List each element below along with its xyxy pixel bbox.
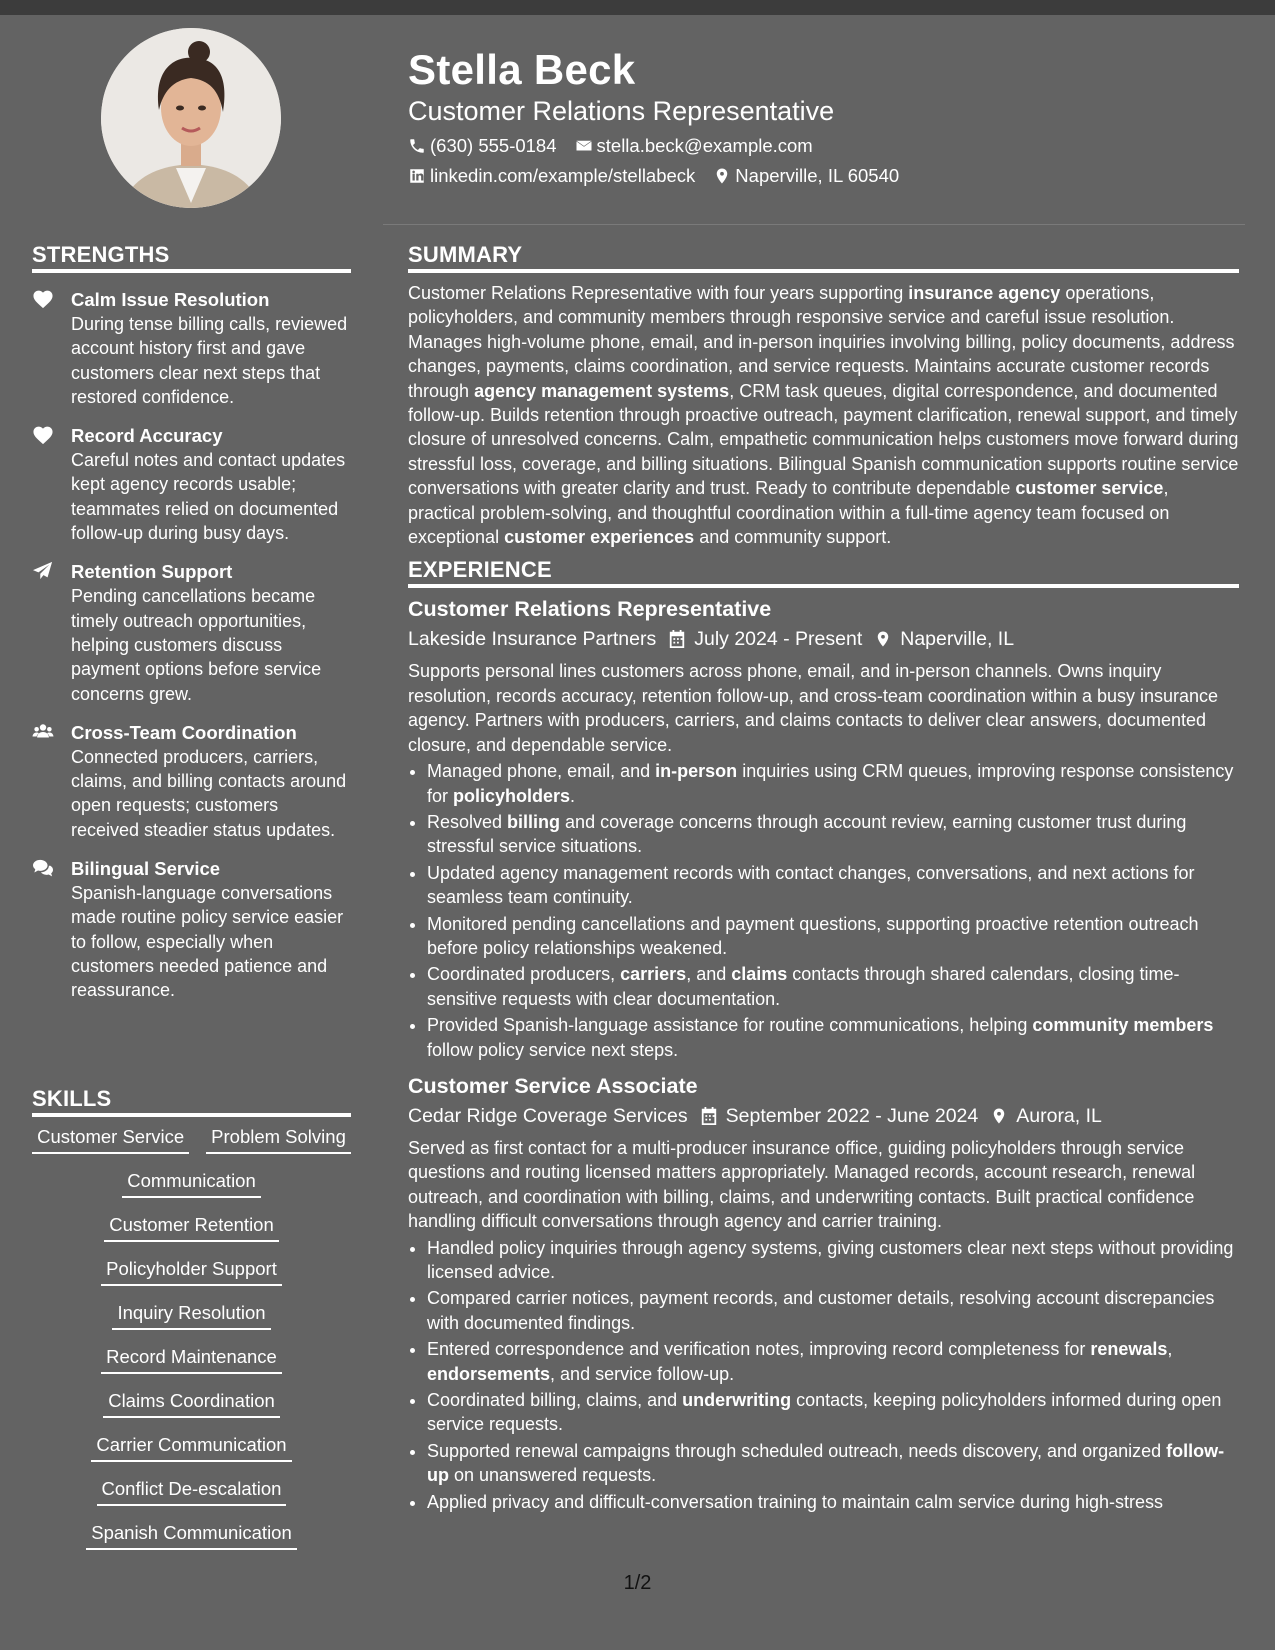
job-bullets: [408, 759, 1239, 1062]
job-company: Lakeside Insurance Partners: [408, 628, 657, 651]
job-location-text: Naperville, IL: [900, 628, 1015, 651]
phone-text: (630) 555-0184: [430, 135, 557, 156]
calendar-icon: [668, 629, 686, 649]
job-bullets: [408, 1236, 1239, 1514]
candidate-name: Stella Beck: [408, 46, 636, 93]
heart-icon: [32, 425, 54, 445]
heart-icon: [32, 289, 54, 309]
strength-item: [32, 857, 351, 1002]
chat-bubbles-icon: [32, 858, 54, 878]
linkedin-text: linkedin.com/example/stellabeck: [430, 165, 696, 186]
bold-keyword: carriers: [620, 964, 687, 985]
job-bullet: • Supported renewal campaigns through scheduled outreach, needs discovery, and organized follow-up on unanswered requests.: [427, 1439, 1239, 1488]
strength-item: [32, 721, 351, 842]
map-pin-icon: [713, 167, 731, 185]
top-bar: [0, 0, 1275, 15]
job-bullet: • Managed phone, email, and in-person inquiries using CRM queues, improving response consistency for policyholders.: [427, 759, 1239, 808]
bold-keyword: policyholders: [453, 785, 571, 806]
bold-keyword: follow-up: [427, 1440, 1225, 1486]
profile-photo: [101, 28, 281, 208]
skills-heading: SKILLS: [32, 1086, 351, 1117]
bold-keyword: agency management systems: [474, 380, 730, 401]
linkedin-contact[interactable]: [408, 164, 695, 188]
skill-tag: Record Maintenance: [101, 1345, 282, 1374]
strength-title: Cross-Team Coordination: [71, 721, 297, 743]
skill-tag: Carrier Communication: [91, 1433, 291, 1462]
bold-keyword: billing: [507, 811, 561, 832]
job-bullet: • Applied privacy and difficult-conversation training to maintain calm service during high-stress: [427, 1490, 1239, 1514]
strengths-heading: STRENGTHS: [32, 242, 351, 273]
job-bullet: • Handled policy inquiries through agency systems, giving customers clear next steps without providing licensed advice.: [427, 1236, 1239, 1285]
bold-keyword: community members: [1032, 1015, 1214, 1036]
job-location-text: Aurora, IL: [1016, 1104, 1102, 1127]
map-pin-icon: [990, 1106, 1008, 1126]
email-contact[interactable]: [575, 134, 813, 158]
skill-tag: Conflict De-escalation: [97, 1477, 287, 1506]
skill-tag: Problem Solving: [206, 1125, 351, 1154]
skill-tag: Claims Coordination: [103, 1389, 280, 1418]
strength-item: [32, 424, 351, 545]
strengths-section: [32, 242, 351, 1003]
calendar-icon: [700, 1106, 718, 1126]
bold-keyword: in-person: [655, 761, 738, 782]
resume-header: [408, 44, 1238, 188]
bold-keyword: insurance agency: [908, 283, 1061, 303]
experience-heading: EXPERIENCE: [408, 557, 1239, 588]
skill-tag: Inquiry Resolution: [112, 1301, 270, 1330]
location-text: Naperville, IL 60540: [735, 165, 900, 186]
job-location: [990, 1102, 1102, 1130]
job-description: Served as first contact for a multi-producer insurance office, guiding policyholders through service questions and routing licensed matters appropriately. Managed records, account research, renewal outreach, and coordination with billing, claims, and underwriting contacts. Built practical confidence handling difficult conversations through agency and carrier training.: [408, 1137, 1196, 1232]
skills-list: [32, 1125, 351, 1565]
location-contact: [713, 164, 899, 188]
strength-title: Calm Issue Resolution: [71, 289, 270, 310]
job-bullet: • Updated agency management records with contact changes, conversations, and next actions for seamless team continuity.: [427, 861, 1239, 910]
job-bullet: • Coordinated producers, carriers, and claims contacts through shared calendars, closing time-sensitive requests with clear documentation.: [427, 962, 1239, 1011]
phone-contact: [408, 134, 557, 158]
job-bullet: • Monitored pending cancellations and payment questions, supporting proactive retention outreach before policy relationships weakened.: [427, 912, 1239, 961]
job-description: Supports personal lines customers across phone, email, and in-person channels. Owns inquiry resolution, records accuracy, retention follow-up, and cross-team coordination within a busy insurance agency. Partners with producers, carriers, and claims contacts to deliver clear answers, documented closure, and dependable service.: [408, 661, 1219, 755]
bold-keyword: customer experiences: [504, 527, 695, 548]
skill-tag: Spanish Communication: [86, 1521, 297, 1550]
map-pin-icon: [874, 629, 892, 649]
bold-keyword: renewals: [1090, 1339, 1168, 1360]
bold-keyword: claims: [731, 964, 788, 985]
job-entry: [408, 1072, 1239, 1514]
paper-plane-icon: [32, 561, 54, 581]
job-meta: [408, 1102, 1239, 1130]
summary-text: Customer Relations Representative with four years supporting insurance agency operations, policyholders, and community members through responsive service and careful issue resolution. Manages high-volume phone, email, and in-person inquiries involving billing, policy documents, address changes, payments, claims coordination, and service requests. Maintains accurate customer records through agency management systems, CRM task queues, digital correspondence, and documented follow-up. Builds retention through proactive outreach, payment clarification, renewal support, and timely closure of unresolved concerns. Calm, empathetic communication helps customers move forward during stressful loss, coverage, and billing situations. Bilingual Spanish communication supports routine service conversations with greater clarity and trust. Ready to contribute dependable customer service, practical problem-solving, and thoughtful coordination within a full-time agency team focused on exceptional customer experiences and community support.: [408, 283, 1239, 548]
bold-keyword: underwriting: [682, 1390, 792, 1411]
envelope-icon: [575, 137, 593, 155]
job-dates-text: September 2022 - June 2024: [725, 1104, 979, 1127]
job-dates: [668, 625, 862, 653]
skills-section: [32, 1086, 351, 1565]
strength-description: During tense billing calls, reviewed account history first and gave customers clear next steps that restored confidence.: [71, 314, 348, 407]
header-divider: [383, 224, 1245, 225]
strength-title: Retention Support: [71, 561, 233, 583]
job-dates-text: July 2024 - Present: [694, 628, 863, 651]
strength-description: Careful notes and contact updates kept agency records usable; teammates relied on documented follow-up during busy days.: [71, 450, 346, 544]
strength-description: Pending cancellations became timely outreach opportunities, helping customers discuss payment options before service concerns grew.: [71, 586, 322, 704]
job-bullet: • Coordinated billing, claims, and underwriting contacts, keeping policyholders informed during open service requests.: [427, 1388, 1239, 1437]
strength-title: Bilingual Service: [71, 858, 221, 880]
phone-icon: [408, 137, 426, 155]
job-company: Cedar Ridge Coverage Services: [408, 1104, 688, 1127]
contact-row-1: [408, 134, 1238, 158]
job-bullet: • Resolved billing and coverage concerns through account review, earning customer trust during stressful service situations.: [427, 810, 1239, 859]
skill-tag: Policyholder Support: [101, 1257, 282, 1286]
bold-keyword: endorsements: [427, 1363, 551, 1384]
strength-description: Connected producers, carriers, claims, and billing contacts around open requests; customers received steadier status updates.: [71, 746, 347, 840]
job-title: Customer Service Associate: [408, 1073, 698, 1098]
page-number: 1/2: [623, 1572, 652, 1594]
strength-description: Spanish-language conversations made routine policy service easier to follow, especially when customers needed patience and reassurance.: [71, 883, 344, 1001]
job-entry: [408, 595, 1239, 1062]
skill-tag: Customer Retention: [104, 1213, 279, 1242]
job-bullet: • Provided Spanish-language assistance for routine communications, helping community members follow policy service next steps.: [427, 1013, 1239, 1062]
job-bullet: • Entered correspondence and verification notes, improving record completeness for renewals, endorsements, and service follow-up.: [427, 1337, 1239, 1386]
strength-item: [32, 560, 351, 705]
strength-item: [32, 288, 351, 409]
bold-keyword: customer service: [1015, 478, 1164, 499]
job-dates: [700, 1102, 979, 1130]
strength-title: Record Accuracy: [71, 425, 223, 447]
linkedin-icon: [408, 167, 426, 185]
job-bullet: • Compared carrier notices, payment records, and customer details, resolving account discrepancies with documented findings.: [427, 1286, 1239, 1335]
users-icon: [32, 722, 54, 742]
job-meta: [408, 625, 1239, 653]
candidate-title: Customer Relations Representative: [408, 96, 835, 126]
skill-tag: Communication: [122, 1169, 261, 1198]
main-column: [408, 242, 1239, 1516]
email-text: stella.beck@example.com: [596, 135, 813, 156]
profile-photo-illustration: [101, 28, 281, 208]
skill-tag: Customer Service: [32, 1125, 189, 1154]
experience-section: [408, 557, 1239, 1514]
job-location: [874, 625, 1014, 653]
summary-heading: SUMMARY: [408, 242, 1239, 273]
job-title: Customer Relations Representative: [408, 597, 772, 622]
contact-row-2: [408, 164, 1238, 188]
